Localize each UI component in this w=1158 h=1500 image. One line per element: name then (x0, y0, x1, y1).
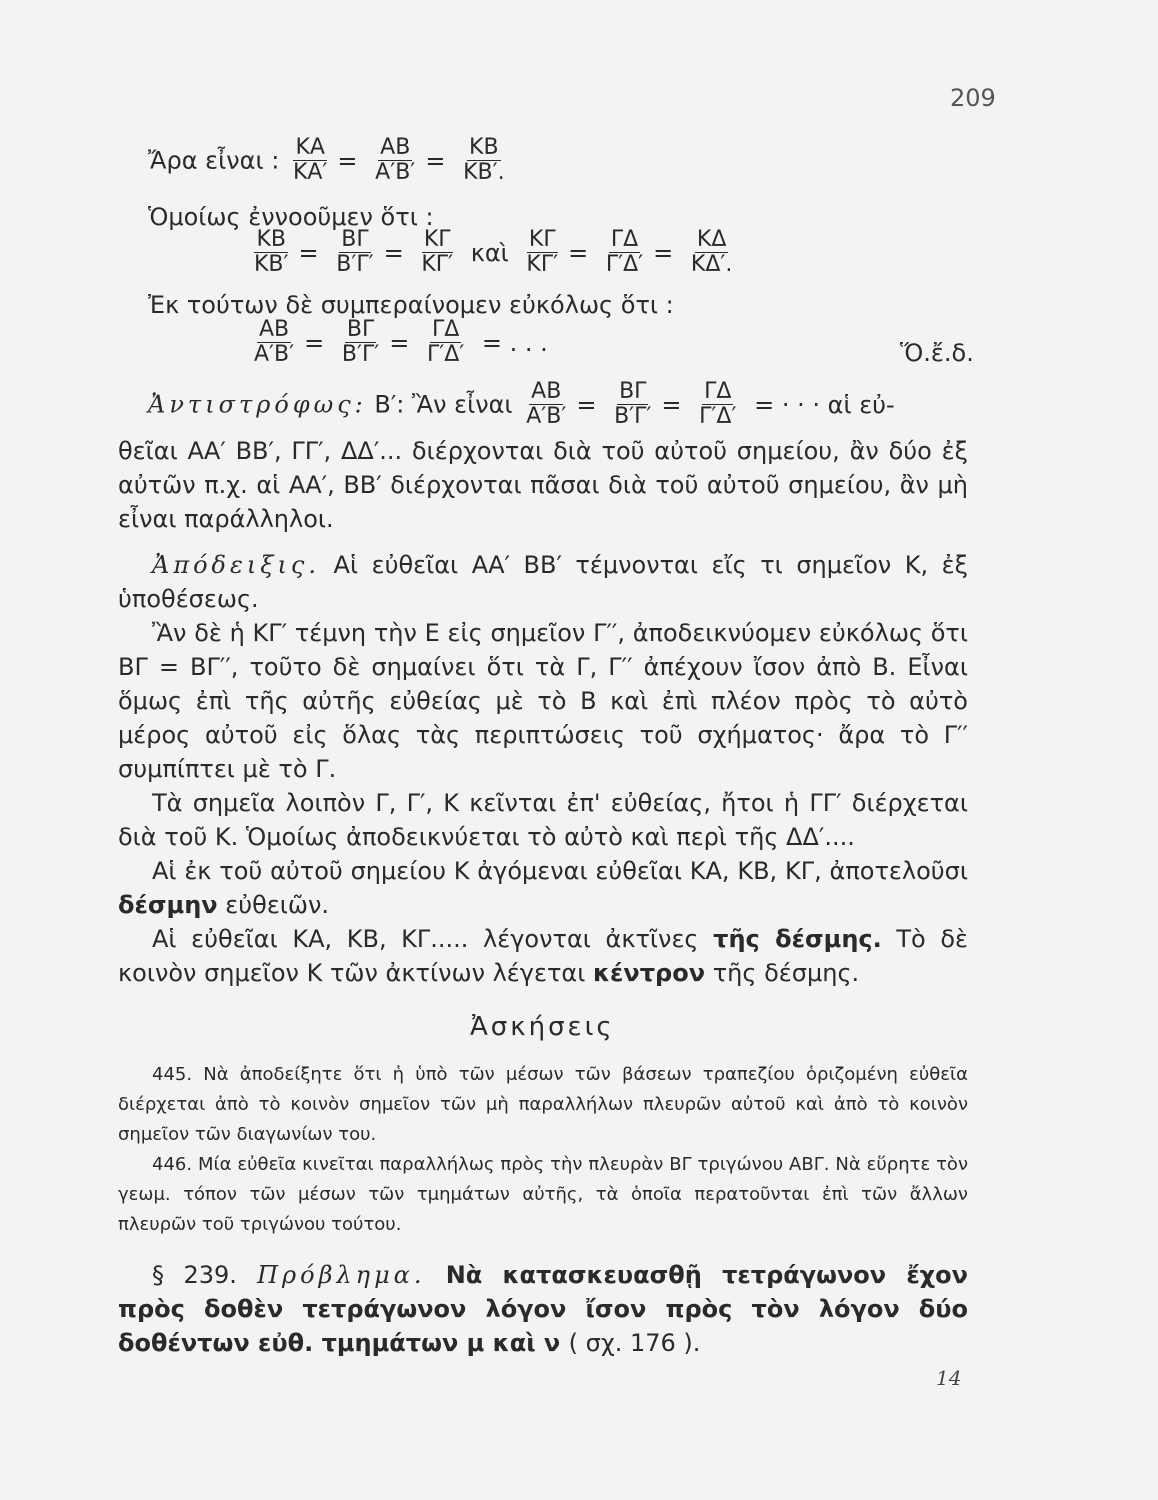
proof-p3: Τὰ σημεῖα λοιπὸν Γ, Γ′, Κ κεῖνται ἐπ' εὐθείας, ἤτοι ἡ ΓΓ′ διέρχεται διὰ τοῦ Κ. Ὁμοίως ἀποδεικνύεται τὸ αὐτὸ καὶ περὶ τῆς ΔΔ′.... (118, 789, 968, 851)
page-number-top: 209 (950, 84, 996, 112)
term-kentron: κέντρον (592, 959, 706, 987)
line-conclude: Ἐκ τούτων δὲ συμπεραίνομεν εὐκόλως ὅτι : (148, 291, 674, 319)
fraction: $\frac{K\Gamma}{K\Gamma'}$ (526, 227, 559, 277)
fraction: $\frac{K\Gamma}{K\Gamma'}$ (421, 227, 454, 277)
fraction: $\frac{\Gamma\Delta}{\Gamma'\Delta'}$ (426, 317, 465, 367)
proof-label: Ἀπόδειξις. (152, 551, 320, 579)
proof-p1: Ἀπόδειξις. Αἱ εὐθεῖαι ΑΑ′ ΒΒ′ τέμνονται εἴς τι σημεῖον Κ, ἐξ ὑποθέσεως. (118, 551, 968, 613)
converse-line: Ἀντιστρόφως: Β′: Ἂν εἶναι $\frac{AB}{A'B'}$ = $\frac{B\Gamma}{B'\Gamma'}$ = $\frac{\Gamma\Delta}{\Gamma'\Delta'}$ = · · · αἱ εὐ- (148, 379, 895, 429)
proof-p5: Αἱ εὐθεῖαι ΚΑ, ΚΒ, ΚΓ..... λέγονται ἀκτῖνες τῆς δέσμης. Τὸ δὲ κοινὸν σημεῖον Κ τῶν ἀκτίνων λέγεται κέντρον τῆς δέσμης. (118, 925, 969, 987)
fraction: $\frac{B\Gamma}{B'\Gamma'}$ (341, 317, 380, 367)
fraction: $\frac{\Gamma\Delta}{\Gamma'\Delta'}$ (699, 379, 737, 429)
problem-number: § 239. (152, 1261, 237, 1289)
proof-p2: Ἂν δὲ ἡ ΚΓ′ τέμνη τὴν Ε εἰς σημεῖον Γ′′, ἀποδεικνύομεν εὐκόλως ὅτι ΒΓ = ΒΓ′′, τοῦτο δὲ σημαίνει ὅτι τὰ Γ, Γ′′ ἀπέχουν ἴσον ἀπὸ Β. Εἶναι ὅμως ἐπὶ τῆς αὐτῆς εὐθείας μὲ τὸ Β καὶ ἐπὶ πλέον πρὸς τὸ αὐτὸ μέρος αὐτοῦ εἰς ὅλας τὰς περιπτώσεις τοῦ σχήματος· ἄρα τὸ Γ′′ συμπίπτει μὲ τὸ Γ. (118, 619, 968, 783)
fraction: $\frac{KB}{KB'.}$ (463, 135, 505, 185)
qed: Ὅ.ἔ.δ. (900, 339, 974, 367)
line-similarly: Ὁμοίως ἐννοοῦμεν ὅτι : (148, 203, 434, 231)
fraction: $\frac{\Gamma\Delta}{\Gamma'\Delta'}$ (605, 227, 644, 277)
fraction: $\frac{AB}{A'B'}$ (375, 135, 416, 185)
converse-label: Ἀντιστρόφως: (148, 390, 367, 419)
exercises-heading: Ἀσκήσεις (470, 1012, 615, 1042)
term-tis-desmis: τῆς δέσμης. (713, 925, 882, 953)
exercise-446: 446. Μία εὐθεῖα κινεῖται παραλλήλως πρὸς τὴν πλευρὰν ΒΓ τριγώνου ΑΒΓ. Νὰ εὕρητε τὸν γεωμ. τόπον τῶν μέσων τῶν τμημάτων αὐτῆς, τὰ ὁποῖα περατοῦνται ἐπὶ τῶν ἄλλων πλευρῶν τοῦ τριγώνου τούτου. (118, 1154, 968, 1235)
problem-label: Πρόβλημα. (257, 1261, 426, 1289)
fraction: $\frac{KB}{KB'}$ (254, 227, 289, 277)
fraction: $\frac{KA}{KA'}$ (292, 135, 328, 185)
proof-p4: Αἱ ἐκ τοῦ αὐτοῦ σημείου Κ ἀγόμεναι εὐθεῖαι ΚΑ, ΚΒ, ΚΓ, ἀποτελοῦσι δέσμην εὐθειῶν. (118, 857, 968, 919)
page-number-bottom: 14 (936, 1366, 962, 1390)
problem-239: § 239. Πρόβλημα. Νὰ κατασκευασθῇ τετράγωνον ἔχον πρὸς δοθὲν τετράγωνον λόγον ἴσον πρὸς τὸν λόγον δύο δοθέντων εὐθ. τμημάτων μ καὶ ν ( σχ. 176 ). (118, 1261, 968, 1357)
equation-2: $\frac{KB}{KB'}$ = $\frac{B\Gamma}{B'\Gamma'}$ = $\frac{K\Gamma}{K\Gamma'}$ καὶ $\frac{K\Gamma}{K\Gamma'}$ = $\frac{\Gamma\Delta}{\Gamma'\Delta'}$ = $\frac{K\Delta}{K\Delta'.}$ (254, 227, 733, 277)
equation-1: Ἄρα εἶναι : $\frac{KA}{KA'}$ = $\frac{AB}{A'B'}$ = $\frac{KB}{KB'.}$ (148, 135, 505, 185)
fraction: $\frac{B\Gamma}{B'\Gamma'}$ (614, 379, 652, 429)
term-desmi: δέσμην (118, 891, 218, 919)
fraction: $\frac{B\Gamma}{B'\Gamma'}$ (336, 227, 374, 277)
fraction: $\frac{K\Delta}{K\Delta'.}$ (690, 227, 733, 277)
equation-3: $\frac{AB}{A'B'}$ = $\frac{B\Gamma}{B'\Gamma'}$ = $\frac{\Gamma\Delta}{\Gamma'\Delta'}$ = . . . (254, 317, 548, 367)
eq1-lead: Ἄρα εἶναι : (148, 146, 280, 175)
fraction: $\frac{AB}{A'B'}$ (254, 317, 295, 367)
exercise-445: 445. Νὰ ἀποδείξητε ὅτι ἡ ὑπὸ τῶν μέσων τῶν βάσεων τραπεζίου ὁριζομένη εὐθεῖα διέρχεται ἀπὸ τὸ κοινὸν σημεῖον τῶν μὴ παραλλήλων πλευρῶν αὐτοῦ καὶ ἀπὸ τὸ κοινὸν σημεῖον τῶν διαγωνίων του. (118, 1064, 968, 1145)
converse-body: θεῖαι ΑΑ′ ΒΒ′, ΓΓ′, ΔΔ′... διέρχονται διὰ τοῦ αὐτοῦ σημείου, ἂν δύο ἐξ αὐτῶν π.χ. αἱ ΑΑ′, ΒΒ′ διέρχονται πᾶσαι διὰ τοῦ αὐτοῦ σημείου, ἂν μὴ εἶναι παράλληλοι. (118, 437, 968, 533)
fraction: $\frac{AB}{A'B'}$ (526, 379, 567, 429)
